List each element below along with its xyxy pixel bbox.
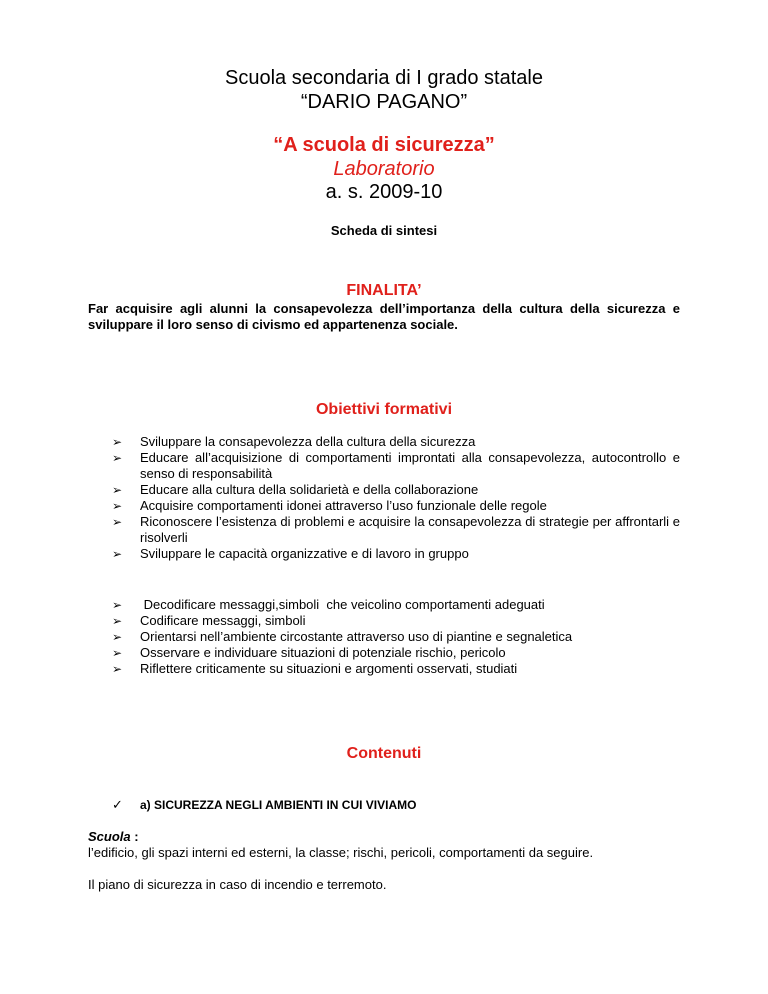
scuola-label-colon: : (130, 829, 139, 844)
school-name-line2: “DARIO PAGANO” (300, 91, 468, 113)
scuola-label (88, 829, 139, 845)
document-title: “A scuola di sicurezza” (273, 134, 495, 156)
checkmark-icon: ✓ (112, 797, 123, 812)
obiettivi-heading: Obiettivi formativi (315, 401, 453, 418)
arrowhead-bullet-icon: ➢ (112, 662, 123, 676)
list-item-text: Orientarsi nell’ambiente circostante attraverso uso di piantine e segnaletica (140, 629, 573, 644)
arrowhead-bullet-icon: ➢ (112, 598, 123, 612)
sheet-label: Scheda di sintesi (330, 223, 438, 238)
contenuti-item-a (112, 797, 416, 813)
list-item (112, 482, 680, 498)
arrowhead-bullet-icon: ➢ (112, 646, 123, 660)
arrowhead-bullet-icon: ➢ (112, 483, 123, 497)
list-item-text: Osservare e individuare situazioni di potenziale rischio, pericolo (140, 645, 506, 660)
arrowhead-bullet-icon: ➢ (112, 499, 123, 513)
contenuti-heading: Contenuti (346, 745, 422, 762)
school-year: a. s. 2009-10 (325, 181, 443, 203)
list-item-text: Riflettere criticamente su situazioni e argomenti osservati, studiati (140, 661, 518, 676)
list-item-text: Educare alla cultura della solidarietà e della collaborazione (140, 482, 479, 497)
list-item-text: Codificare messaggi, simboli (140, 613, 306, 628)
list-item (112, 498, 680, 514)
arrowhead-bullet-icon: ➢ (112, 451, 123, 465)
list-item (112, 661, 680, 677)
piano-sicurezza-text: Il piano di sicurezza in caso di incendio e terremoto. (88, 877, 387, 892)
arrowhead-bullet-icon: ➢ (112, 614, 123, 628)
contenuti-item-a-text: a) SICUREZZA NEGLI AMBIENTI IN CUI VIVIAMO (140, 798, 417, 812)
arrowhead-bullet-icon: ➢ (112, 547, 123, 561)
list-item (112, 597, 680, 613)
list-item-text: Riconoscere l’esistenza di problemi e acquisire la consapevolezza di strategie per affrontarli e risolverli (140, 514, 680, 545)
obiettivi-list-1 (112, 434, 680, 562)
list-item (112, 645, 680, 661)
list-item (112, 434, 680, 450)
finalita-heading: FINALITA’ (346, 282, 422, 299)
list-item (112, 514, 680, 546)
list-item (112, 613, 680, 629)
document-subtitle: Laboratorio (333, 158, 435, 180)
obiettivi-list-2 (112, 597, 680, 677)
list-item-text: Educare all’acquisizione di comportamenti improntati alla consapevolezza, autocontrollo e senso di responsabilità (140, 450, 680, 481)
list-item (112, 629, 680, 645)
arrowhead-bullet-icon: ➢ (112, 630, 123, 644)
list-item (112, 546, 680, 562)
list-item-text: Sviluppare la consapevolezza della cultura della sicurezza (140, 434, 476, 449)
arrowhead-bullet-icon: ➢ (112, 515, 123, 529)
school-name-line1: Scuola secondaria di I grado statale (225, 67, 543, 89)
list-item-text: Acquisire comportamenti idonei attraverso l’uso funzionale delle regole (140, 498, 547, 513)
arrowhead-bullet-icon: ➢ (112, 435, 123, 449)
finalita-text: Far acquisire agli alunni la consapevolezza dell’importanza della cultura della sicurezza e sviluppare il loro senso di civismo ed appartenenza sociale. (88, 301, 680, 332)
scuola-text: l’edificio, gli spazi interni ed esterni, la classe; rischi, pericoli, comportamenti da seguire. (88, 845, 594, 860)
list-item (112, 450, 680, 482)
list-item-text: Decodificare messaggi,simboli che veicolino comportamenti adeguati (140, 597, 545, 612)
list-item-text: Sviluppare le capacità organizzative e di lavoro in gruppo (140, 546, 469, 561)
scuola-label-text: Scuola (88, 829, 131, 844)
